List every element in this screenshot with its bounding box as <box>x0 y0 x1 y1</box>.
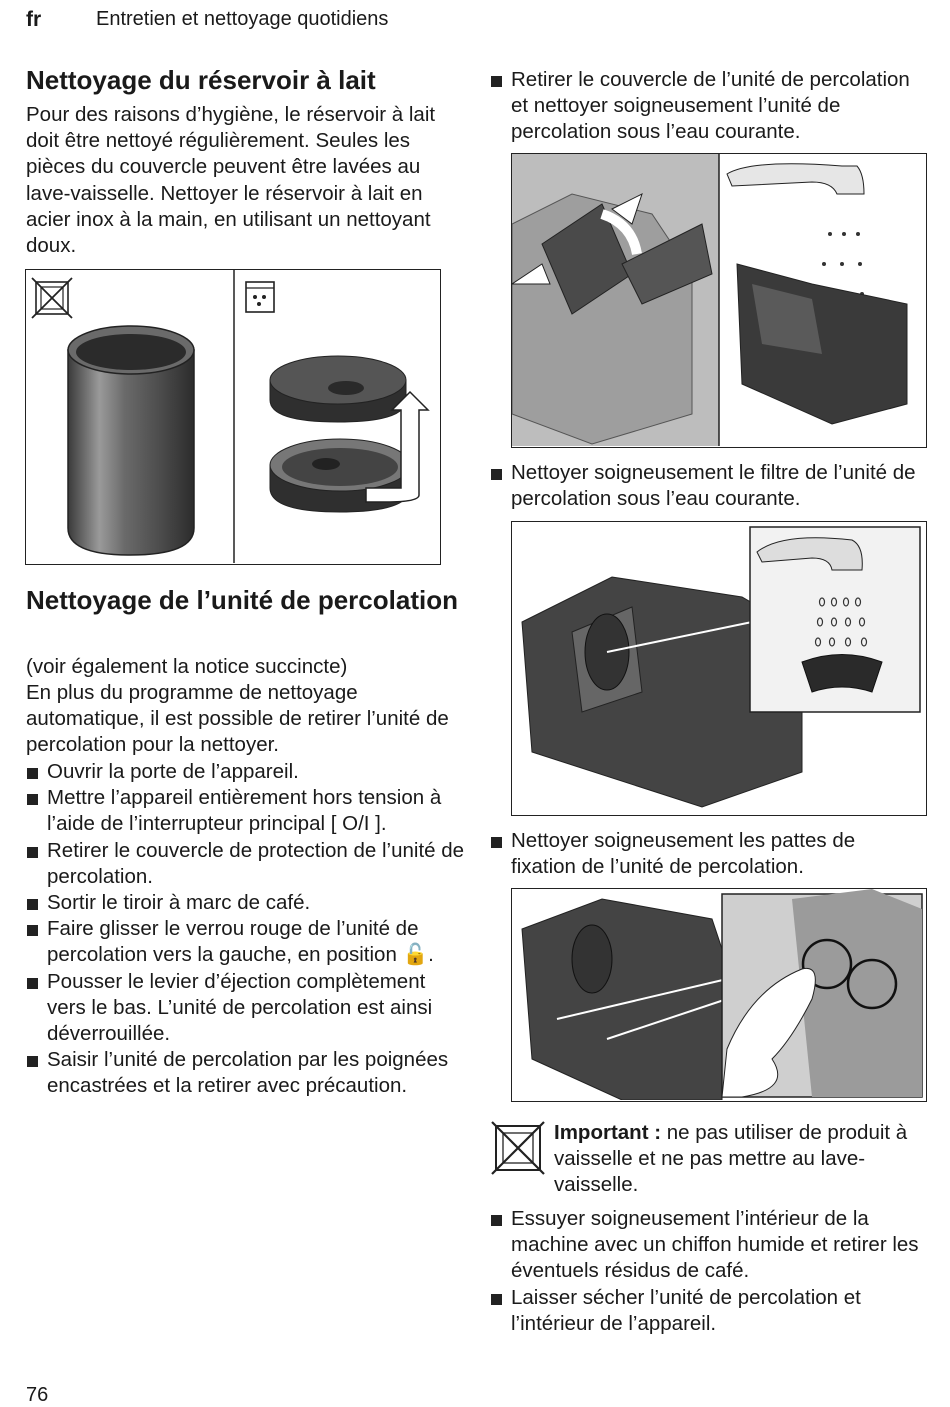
running-header: Entretien et nettoyage quotidiens <box>96 8 389 30</box>
list-item: Ouvrir la porte de l’appareil. <box>26 759 466 785</box>
no-dishwasher-warning-icon <box>490 1120 548 1176</box>
important-text: ne pas utiliser de produit à vaisselle et ne pas mettre au lave-vaisselle. <box>554 1121 908 1197</box>
list-item: Laisser sécher l’unité de percolation et l’intérieur de l’appareil. <box>490 1285 920 1337</box>
section-title-brewing-unit: Nettoyage de l’unité de percolation <box>26 585 458 615</box>
steel-milk-jar <box>68 326 194 555</box>
list-item: Retirer le couvercle de protection de l’unité de percolation. <box>26 838 466 890</box>
brewing-unit-rinse-figure <box>511 153 927 448</box>
list-item: Sortir le tiroir à marc de café. <box>26 890 466 916</box>
section-title-milk-tank: Nettoyage du réservoir à lait <box>26 65 376 95</box>
important-note <box>554 1120 924 1199</box>
brewing-unit-clips-figure <box>511 888 927 1102</box>
brewing-unit-note: (voir également la notice succincte) <box>26 655 348 678</box>
page-number: 76 <box>26 1384 49 1406</box>
list-item: Mettre l’appareil entièrement hors tension à l’aide de l’interrupteur principal [ O/I ]. <box>26 785 466 837</box>
dishwasher-icon <box>246 282 274 312</box>
step-clean-clips <box>490 828 920 880</box>
language-code: fr <box>26 8 42 31</box>
no-dishwasher-icon <box>32 278 72 318</box>
list-item: Nettoyer soigneusement les pattes de fixation de l’unité de percolation. <box>490 828 920 880</box>
list-item: Nettoyer soigneusement le filtre de l’unité de percolation sous l’eau courante. <box>490 460 920 512</box>
list-item: Essuyer soigneusement l’intérieur de la machine avec un chiffon humide et retirer les éventuels résidus de café. <box>490 1206 920 1285</box>
brewing-unit-filter-figure <box>511 521 927 816</box>
important-label: Important : <box>554 1121 662 1144</box>
milk-tank-figure <box>25 269 441 565</box>
milk-jar-lid-parts <box>270 356 428 512</box>
step-remove-cover <box>490 67 920 146</box>
final-steps <box>490 1206 920 1337</box>
milk-tank-text: Pour des raisons d’hygiène, le réservoir à lait doit être nettoyé régulièrement. Seules les pièces du couvercle peuvent être lavées au lave-vaisselle. Nettoyer le réservoir à lait en acier inox à la main, en utilisant un nettoyant doux. <box>26 103 436 258</box>
list-item: Faire glisser le verrou rouge de l’unité de percolation vers la gauche, en position 🔓. <box>26 916 466 968</box>
list-item: Retirer le couvercle de l’unité de percolation et nettoyer soigneusement l’unité de percolation sous l’eau courante. <box>490 67 920 146</box>
list-item: Saisir l’unité de percolation par les poignées encastrées et la retirer avec précaution. <box>26 1047 466 1099</box>
brewing-unit-steps <box>26 759 466 1100</box>
step-clean-filter <box>490 460 920 512</box>
list-item: Pousser le levier d’éjection complètement vers le bas. L’unité de percolation est ainsi déverrouillée. <box>26 969 466 1048</box>
brewing-unit-intro: En plus du programme de nettoyage automatique, il est possible de retirer l’unité de percolation pour la nettoyer. <box>26 681 449 757</box>
